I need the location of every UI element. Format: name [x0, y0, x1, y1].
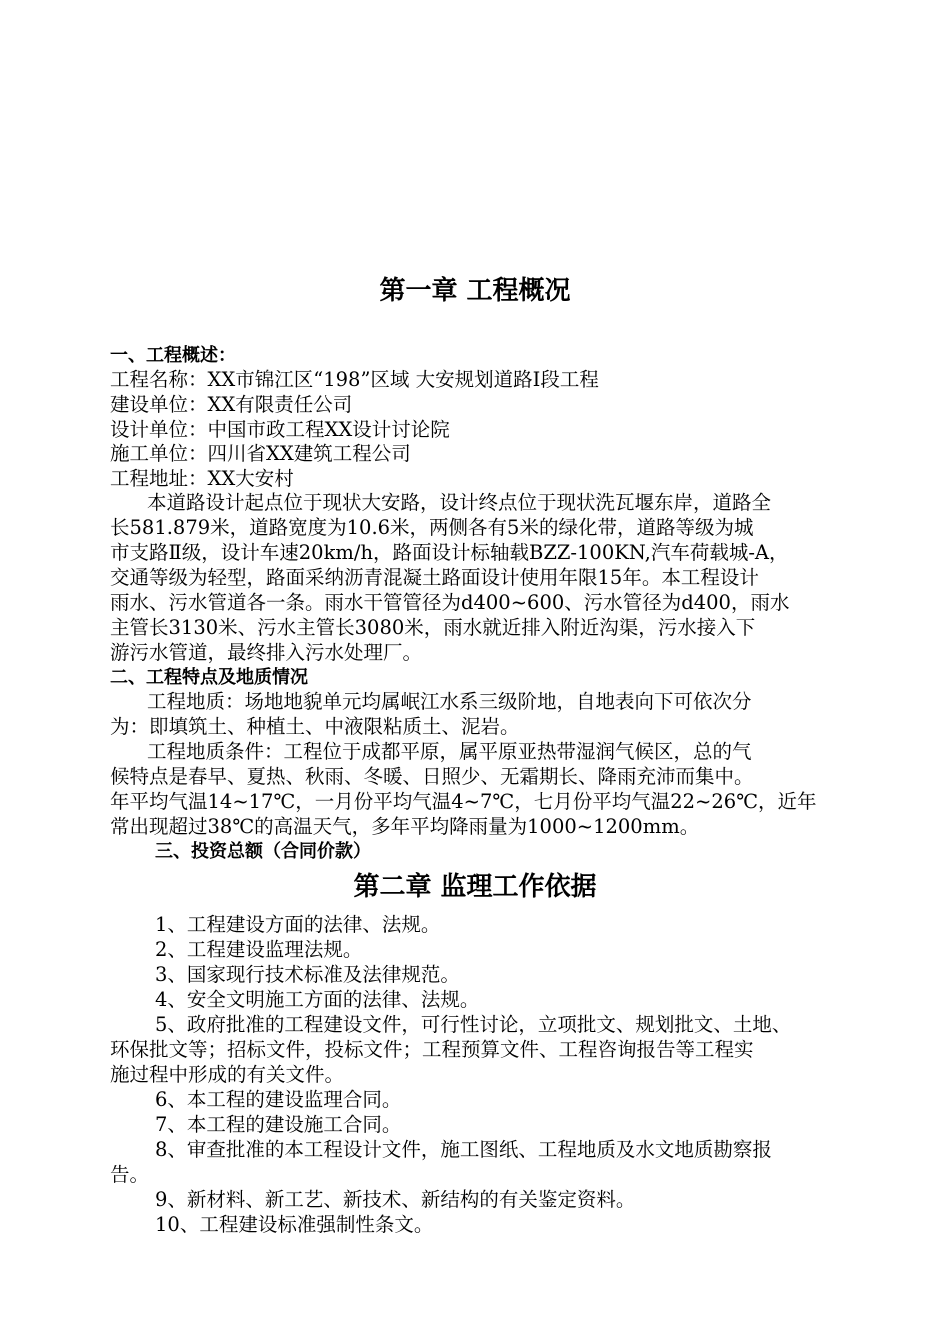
- basis-item: 7、本工程的建设施工合同。: [155, 1113, 402, 1136]
- description-line: 长581.879米，道路宽度为10.6米，两侧各有5米的绿化带，道路等级为城: [110, 516, 754, 539]
- description-line: 雨水、污水管道各一条。雨水干管管径为d400~600、污水管径为d400，雨水: [110, 591, 790, 614]
- building-unit: 施工单位：四川省XX建筑工程公司: [110, 442, 411, 465]
- section1-heading: 一、工程概述：: [110, 345, 236, 366]
- description-line: 主管长3130米、污水主管长3080米，雨水就近排入附近沟渠，污水接入下: [110, 616, 756, 639]
- geology-line: 工程地质：场地地貌单元均属岷江水系三级阶地，自地表向下可依次分: [147, 690, 752, 713]
- description-line: 市支路Ⅱ级，设计车速20km/h，路面设计标轴载BZZ-100KN,汽车荷载城-A，: [110, 541, 789, 564]
- basis-item-continued: 环保批文等；招标文件，投标文件；工程预算文件、工程咨询报告等工程实: [110, 1038, 754, 1061]
- chapter2-title: 第二章 监理工作依据: [353, 872, 597, 902]
- basis-item: 1、工程建设方面的法律、法规。: [155, 913, 441, 936]
- basis-item-continued: 施过程中形成的有关文件。: [110, 1063, 345, 1086]
- description-line: 交通等级为轻型，路面采纳沥青混凝土路面设计使用年限15年。本工程设计: [110, 566, 759, 589]
- basis-item: 10、工程建设标准强制性条文。: [155, 1213, 434, 1236]
- project-address: 工程地址：XX大安村: [110, 467, 294, 490]
- basis-item: 4、安全文明施工方面的法律、法规。: [155, 988, 480, 1011]
- description-line: 游污水管道，最终排入污水处理厂。: [110, 641, 423, 664]
- construction-unit: 建设单位：XX有限责任公司: [110, 393, 353, 416]
- condition-line: 年平均气温14~17℃，一月份平均气温4~7℃，七月份平均气温22~26℃，近年: [110, 790, 817, 813]
- basis-item: 6、本工程的建设监理合同。: [155, 1088, 402, 1111]
- description-line: 本道路设计起点位于现状大安路，设计终点位于现状洗瓦堰东岸，道路全: [147, 491, 772, 514]
- basis-item: 8、审查批准的本工程设计文件，施工图纸、工程地质及水文地质勘察报: [155, 1138, 772, 1161]
- basis-item-continued: 告。: [110, 1163, 150, 1186]
- condition-line: 常出现超过38℃的高温天气，多年平均降雨量为1000~1200mm。: [110, 815, 700, 838]
- geology-line: 为：即填筑土、种植土、中液限粘质土、泥岩。: [110, 715, 520, 738]
- project-name: 工程名称：XX市锦江区“198”区域 大安规划道路Ⅰ段工程: [110, 368, 599, 391]
- section3-heading: 三、投资总额（合同价款）: [155, 841, 371, 862]
- basis-item: 3、国家现行技术标准及法律规范。: [155, 963, 460, 986]
- design-unit: 设计单位：中国市政工程XX设计讨论院: [110, 418, 450, 441]
- basis-item: 2、工程建设监理法规。: [155, 938, 363, 961]
- chapter1-title: 第一章 工程概况: [379, 276, 571, 306]
- condition-line: 候特点是春早、夏热、秋雨、冬暖、日照少、无霜期长、降雨充沛而集中。: [110, 765, 754, 788]
- basis-item: 9、新材料、新工艺、新技术、新结构的有关鉴定资料。: [155, 1188, 636, 1211]
- section2-heading: 二、工程特点及地质情况: [110, 667, 308, 688]
- condition-line: 工程地质条件：工程位于成都平原，属平原亚热带湿润气候区，总的气: [147, 740, 752, 763]
- basis-item: 5、政府批准的工程建设文件，可行性讨论，立项批文、规划批文、土地、: [155, 1013, 792, 1036]
